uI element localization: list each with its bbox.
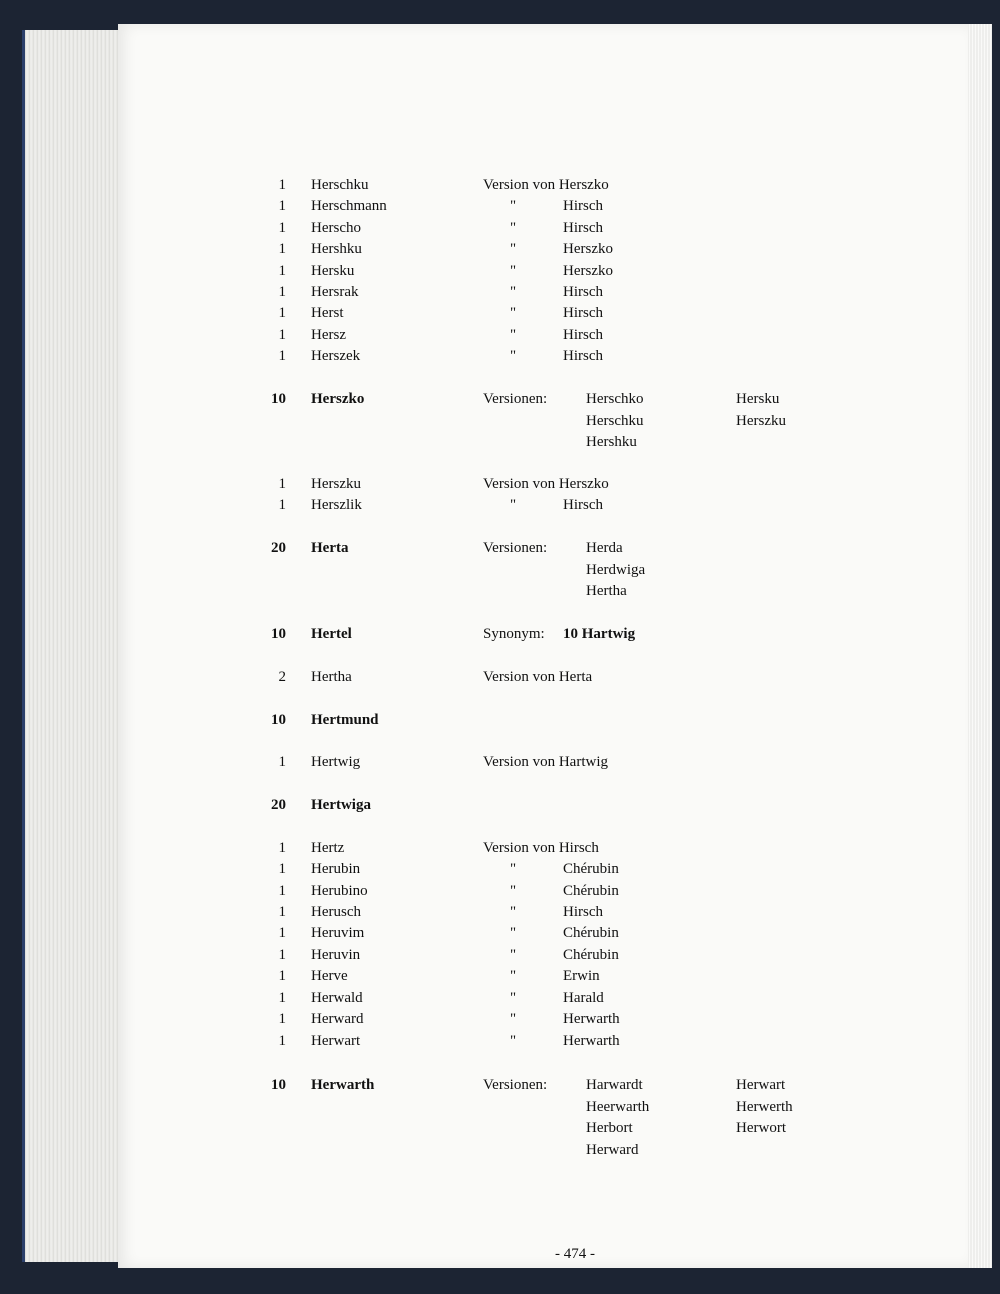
entry-variant: 10 Hartwig	[563, 626, 636, 642]
entry-name: Herward	[311, 1011, 364, 1027]
entry-count: 1	[278, 840, 286, 856]
entry-variant: Heerwarth	[586, 1098, 650, 1115]
entry-name: Heruvim	[311, 925, 365, 941]
entry-name: Herta	[311, 540, 349, 556]
ditto-mark: "	[510, 263, 517, 279]
entry-variant: Hirsch	[563, 904, 603, 920]
entry-variant: Hirsch	[563, 220, 603, 236]
ditto-mark: "	[510, 198, 517, 214]
entry-count: 1	[278, 904, 286, 920]
entry-name: Herusch	[311, 904, 361, 920]
entry-variant: Herschku	[586, 412, 644, 429]
entry-relation: Version von Hirsch	[483, 840, 599, 856]
ditto-mark: "	[510, 968, 517, 984]
entry-variant: Herszko	[563, 241, 613, 257]
entry-count: 1	[278, 305, 286, 321]
entry-count: 10	[271, 391, 286, 407]
ditto-mark: "	[510, 241, 517, 257]
entry-name: Herszko	[311, 391, 365, 407]
entry-count: 10	[271, 1077, 286, 1093]
entry-variant: Hirsch	[563, 305, 603, 321]
entry-variant: Herwarth	[563, 1033, 620, 1049]
entry-variant: Hirsch	[563, 198, 603, 214]
entry-relation: Synonym:	[483, 626, 545, 642]
entry-count: 1	[278, 263, 286, 279]
entry-relation: Version von Hartwig	[483, 754, 608, 770]
entry-name: Hertwig	[311, 754, 361, 770]
entry-name: Hersrak	[311, 284, 359, 300]
entry-variant: Herwerth	[736, 1098, 793, 1115]
ditto-mark: "	[510, 947, 517, 963]
entry-name: Herszlik	[311, 497, 362, 513]
entry-variant: Herschko	[586, 391, 644, 407]
entry-count: 2	[278, 669, 286, 685]
entry-name: Hertz	[311, 840, 345, 856]
entry-name: Hertmund	[311, 712, 379, 728]
entry-count: 10	[271, 712, 286, 728]
entry-count: 1	[278, 241, 286, 257]
entry-relation: Versionen:	[483, 1077, 548, 1093]
ditto-mark: "	[510, 220, 517, 236]
entry-count: 1	[278, 198, 286, 214]
entry-name: Herwald	[311, 990, 363, 1006]
entry-name: Herwart	[311, 1033, 361, 1049]
ditto-mark: "	[510, 305, 517, 321]
entry-name: Herst	[311, 305, 344, 321]
entry-name: Hertha	[311, 669, 352, 685]
entry-count: 1	[278, 968, 286, 984]
entry-variant: Harald	[563, 990, 604, 1006]
entry-variant: Hirsch	[563, 327, 603, 343]
entry-variant: Herwarth	[563, 1011, 620, 1027]
entry-name: Heruvin	[311, 947, 361, 963]
entry-variant: Harwardt	[586, 1077, 643, 1093]
entry-name: Herszek	[311, 348, 361, 364]
entry-count: 10	[271, 626, 286, 642]
entry-variant: Chérubin	[563, 925, 619, 941]
entry-count: 1	[278, 476, 286, 492]
entry-variant: Hirsch	[563, 348, 603, 364]
entry-relation: Version von Herszko	[483, 177, 609, 193]
entry-relation: Versionen:	[483, 540, 548, 556]
ditto-mark: "	[510, 990, 517, 1006]
entry-count: 1	[278, 947, 286, 963]
entry-count: 1	[278, 925, 286, 941]
ditto-mark: "	[510, 925, 517, 941]
entry-name: Herschku	[311, 177, 369, 193]
entry-variant: Herda	[586, 540, 623, 556]
ditto-mark: "	[510, 904, 517, 920]
entry-count: 1	[278, 1011, 286, 1027]
entry-name: Herve	[311, 968, 348, 984]
page-number: - 474 -	[555, 1246, 595, 1262]
entry-count: 1	[278, 754, 286, 770]
entry-name: Herwarth	[311, 1077, 375, 1093]
entry-variant: Herwart	[736, 1077, 786, 1093]
entry-name: Herubin	[311, 861, 361, 877]
entry-count: 1	[278, 284, 286, 300]
entry-variant: Chérubin	[563, 883, 619, 899]
entry-count: 20	[271, 540, 286, 556]
entry-variant: Hershku	[586, 434, 637, 450]
entry-name: Herschmann	[311, 198, 387, 214]
entry-variant: Erwin	[563, 968, 600, 984]
entry-variant: Chérubin	[563, 861, 619, 877]
ditto-mark: "	[510, 861, 517, 877]
entry-variant: Herszko	[563, 263, 613, 279]
ditto-mark: "	[510, 1011, 517, 1027]
entry-count: 1	[278, 1033, 286, 1049]
ditto-mark: "	[510, 497, 517, 513]
entry-variant: Herdwiga	[586, 561, 646, 578]
entry-relation: Version von Herszko	[483, 476, 609, 492]
entry-relation: Versionen:	[483, 391, 548, 407]
entry-name: Hersku	[311, 263, 355, 279]
entry-count: 1	[278, 497, 286, 513]
ditto-mark: "	[510, 327, 517, 343]
entry-count: 1	[278, 883, 286, 899]
entry-variant: Herszku	[736, 412, 786, 429]
entry-count: 20	[271, 797, 286, 813]
entry-variant: Hirsch	[563, 284, 603, 300]
entry-variant: Hertha	[586, 583, 627, 599]
ditto-mark: "	[510, 883, 517, 899]
entry-relation: Version von Herta	[483, 669, 593, 685]
entry-variant: Herwort	[736, 1120, 786, 1136]
entry-count: 1	[278, 861, 286, 877]
ditto-mark: "	[510, 348, 517, 364]
entry-count: 1	[278, 177, 286, 193]
entry-name: Hersz	[311, 327, 346, 343]
entry-count: 1	[278, 348, 286, 364]
entry-name: Herubino	[311, 883, 368, 899]
entry-variant: Hersku	[736, 391, 780, 407]
ditto-mark: "	[510, 284, 517, 300]
entry-variant: Hirsch	[563, 497, 603, 513]
entry-variant: Herward	[586, 1141, 639, 1158]
entry-variant: Chérubin	[563, 947, 619, 963]
entry-count: 1	[278, 327, 286, 343]
entry-variant: Herbort	[586, 1120, 633, 1136]
ditto-mark: "	[510, 1033, 517, 1049]
entry-count: 1	[278, 990, 286, 1006]
entry-name: Hertwiga	[311, 797, 371, 813]
entry-name: Herscho	[311, 220, 361, 236]
entry-count: 1	[278, 220, 286, 236]
entry-name: Hershku	[311, 241, 362, 257]
entry-name: Hertel	[311, 626, 352, 642]
entry-name: Herszku	[311, 476, 361, 492]
